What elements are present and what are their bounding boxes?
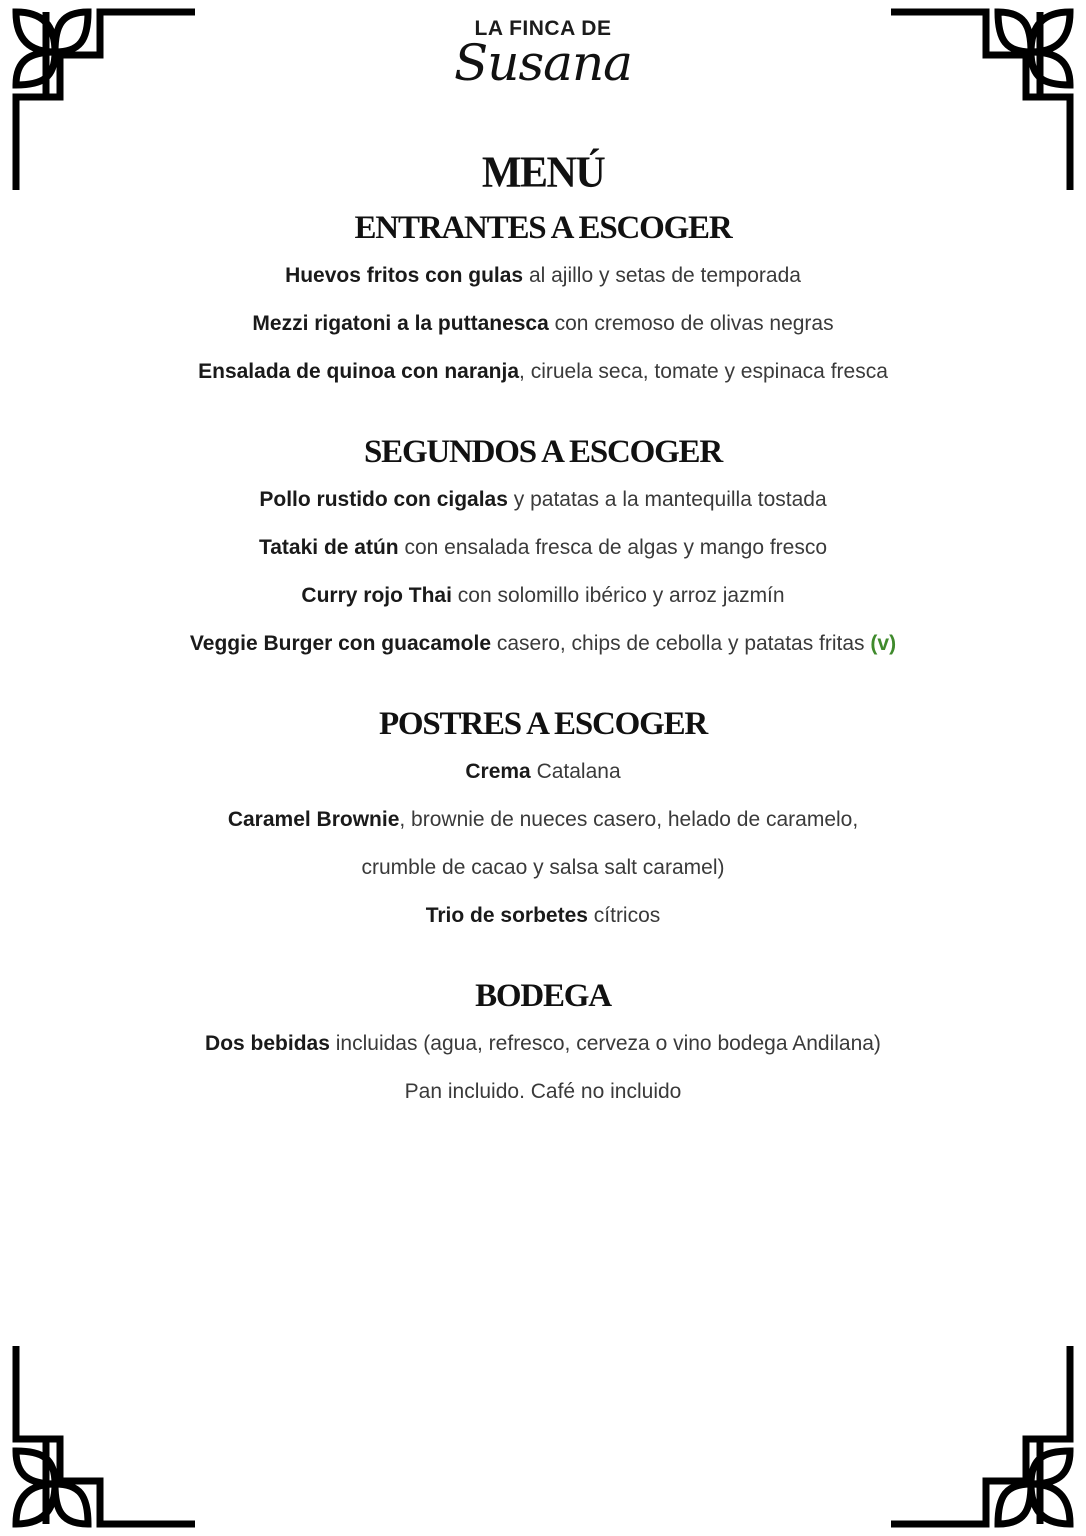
corner-ornament-bottom-left [0,1336,200,1536]
dish-name: Veggie Burger con guacamole [189,632,492,655]
vegetarian-badge: (v) [870,632,897,655]
section-title: BODEGA [475,978,611,1014]
note-text: Pan incluido. Café no incluido [404,1080,682,1103]
corner-ornament-bottom-right [886,1336,1086,1536]
dish-description: con solomillo ibérico y arroz jazmín [451,584,785,607]
dish-name: Huevos fritos con gulas [285,264,524,287]
menu-item [0,892,1086,940]
dish-description: al ajillo y setas de temporada [523,264,801,287]
dish-name: Pollo rustido con cigalas [259,488,508,511]
logo-script-text: Susana [454,34,632,92]
menu-item [0,572,1086,620]
dish-name: Ensalada de quinoa con naranja [198,360,520,383]
dish-name: Mezzi rigatoni a la puttanesca [252,312,549,335]
celtic-knot-icon [886,1336,1086,1536]
menu-title: MENÚ [481,148,605,198]
menu-item [0,348,1086,396]
section-title: SEGUNDOS A ESCOGER [363,434,722,470]
dish-description: con cremoso de olivas negras [548,312,834,335]
section-entrantes [0,208,1086,396]
dish-name: Trio de sorbetes [425,904,588,927]
menu-item [0,300,1086,348]
celtic-knot-icon [0,1336,200,1536]
menu-item [0,796,1086,844]
menu-item [0,476,1086,524]
section-bodega [0,976,1086,1116]
section-postres [0,704,1086,940]
dish-name: Curry rojo Thai [301,584,452,607]
menu-item [0,620,1086,668]
menu-note [0,1068,1086,1116]
menu-item [0,524,1086,572]
menu-content [0,146,1086,1152]
dish-description: con ensalada fresca de algas y mango fresco [398,536,828,559]
dish-description: crumble de cacao y salsa salt caramel) [361,856,725,879]
menu-item [0,252,1086,300]
dish-name: Tataki de atún [258,536,399,559]
dish-description: , brownie de nueces casero, helado de caramelo, [399,808,859,831]
dish-name: Crema [465,760,531,783]
section-segundos [0,432,1086,668]
logo-top-text: LA FINCA DE [474,17,612,40]
section-title: ENTRANTES A ESCOGER [354,210,732,246]
dish-description: casero, chips de cebolla y patatas fritas [491,632,871,655]
dish-description: cítricos [587,904,661,927]
drink-description: incluidas (agua, refresco, cerveza o vino bodega Andilana) [329,1032,881,1055]
dish-description: y patatas a la mantequilla tostada [507,488,827,511]
dish-description: Catalana [530,760,621,783]
dish-name: Caramel Brownie [227,808,400,831]
drink-name: Dos bebidas [205,1032,330,1055]
restaurant-logo [0,16,1086,92]
dish-description: , ciruela seca, tomate y espinaca fresca [519,360,888,383]
menu-item [0,1020,1086,1068]
section-title: POSTRES A ESCOGER [378,706,708,742]
menu-item-continuation [0,844,1086,892]
menu-item [0,748,1086,796]
